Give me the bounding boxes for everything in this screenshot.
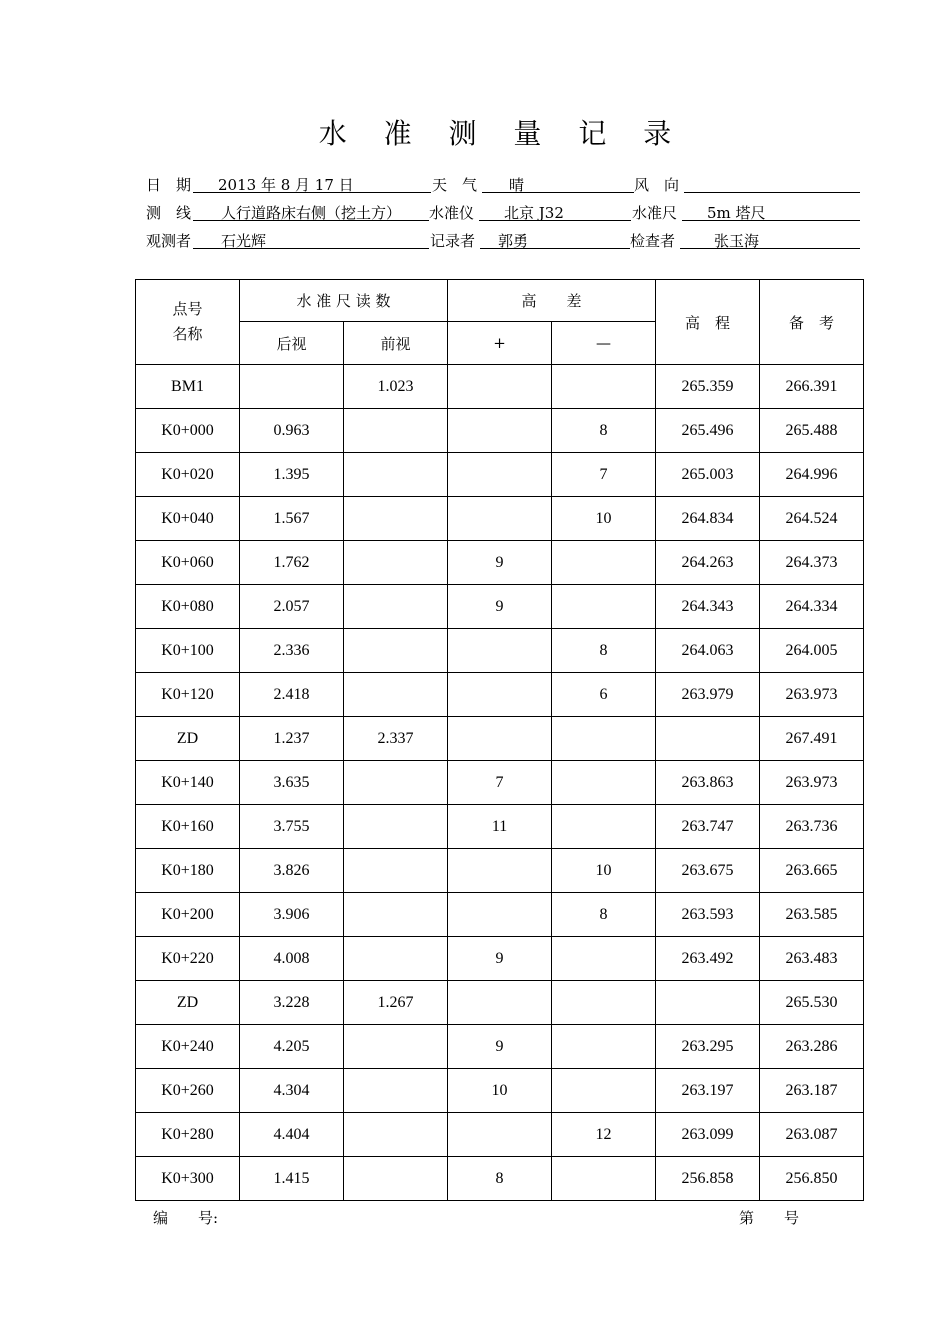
- cell-plus: 9: [448, 1025, 552, 1069]
- cell-minus: [552, 981, 656, 1025]
- cell-point: K0+040: [136, 497, 240, 541]
- cell-point: K0+300: [136, 1157, 240, 1201]
- cell-elevation: 263.979: [656, 673, 760, 717]
- cell-foresight: [344, 1113, 448, 1157]
- cell-point: K0+140: [136, 761, 240, 805]
- cell-minus: 7: [552, 453, 656, 497]
- table-row: [136, 585, 864, 629]
- header-plus: +: [448, 322, 552, 365]
- observer-field: 石光辉: [193, 230, 429, 249]
- table-row: [136, 761, 864, 805]
- cell-foresight: [344, 937, 448, 981]
- table-row: [136, 893, 864, 937]
- cell-foresight: [344, 541, 448, 585]
- cell-foresight: [344, 761, 448, 805]
- cell-elevation: 265.003: [656, 453, 760, 497]
- header-foresight: 前视: [344, 322, 448, 365]
- cell-point: K0+260: [136, 1069, 240, 1113]
- cell-minus: 6: [552, 673, 656, 717]
- cell-minus: [552, 805, 656, 849]
- cell-minus: [552, 365, 656, 409]
- cell-minus: 10: [552, 497, 656, 541]
- cell-minus: [552, 761, 656, 805]
- cell-backsight: 1.415: [240, 1157, 344, 1201]
- cell-backsight: 3.228: [240, 981, 344, 1025]
- table-row: [136, 541, 864, 585]
- cell-minus: [552, 1157, 656, 1201]
- cell-foresight: [344, 849, 448, 893]
- cell-plus: 7: [448, 761, 552, 805]
- level-instrument-label: 水准仪: [429, 204, 475, 222]
- cell-backsight: 3.906: [240, 893, 344, 937]
- weather-label: 天 气: [432, 176, 478, 194]
- cell-backsight: 1.237: [240, 717, 344, 761]
- cell-backsight: 4.008: [240, 937, 344, 981]
- cell-remark: 265.488: [760, 409, 864, 453]
- cell-point: K0+200: [136, 893, 240, 937]
- cell-foresight: [344, 1069, 448, 1113]
- wind-field: [684, 174, 860, 193]
- cell-foresight: [344, 893, 448, 937]
- cell-elevation: 264.343: [656, 585, 760, 629]
- cell-foresight: [344, 409, 448, 453]
- cell-point: K0+280: [136, 1113, 240, 1157]
- recorder-label: 记录者: [430, 232, 476, 250]
- cell-remark: 267.491: [760, 717, 864, 761]
- cell-backsight: 3.826: [240, 849, 344, 893]
- checker-field: 张玉海: [680, 230, 860, 249]
- cell-point: K0+160: [136, 805, 240, 849]
- cell-minus: 8: [552, 893, 656, 937]
- cell-elevation: 263.675: [656, 849, 760, 893]
- header-point-name: 点号 名称: [136, 280, 240, 365]
- cell-plus: [448, 629, 552, 673]
- cell-backsight: 1.567: [240, 497, 344, 541]
- weather-field: 晴: [482, 174, 634, 193]
- observer-label: 观测者: [146, 232, 192, 250]
- cell-foresight: [344, 1025, 448, 1069]
- cell-point: ZD: [136, 981, 240, 1025]
- table-row: [136, 717, 864, 761]
- cell-backsight: 3.635: [240, 761, 344, 805]
- cell-plus: [448, 893, 552, 937]
- cell-remark: 263.665: [760, 849, 864, 893]
- cell-elevation: 263.099: [656, 1113, 760, 1157]
- table-row: [136, 1157, 864, 1201]
- level-instrument-field: 北京 J32: [479, 202, 631, 221]
- cell-foresight: 1.023: [344, 365, 448, 409]
- cell-plus: [448, 849, 552, 893]
- cell-foresight: 1.267: [344, 981, 448, 1025]
- cell-remark: 264.373: [760, 541, 864, 585]
- cell-elevation: [656, 981, 760, 1025]
- cell-remark: 266.391: [760, 365, 864, 409]
- cell-foresight: [344, 497, 448, 541]
- cell-plus: 8: [448, 1157, 552, 1201]
- cell-plus: [448, 1113, 552, 1157]
- cell-elevation: 263.747: [656, 805, 760, 849]
- table-row: [136, 365, 864, 409]
- cell-remark: 263.087: [760, 1113, 864, 1157]
- cell-remark: 256.850: [760, 1157, 864, 1201]
- cell-elevation: 265.496: [656, 409, 760, 453]
- cell-backsight: 4.304: [240, 1069, 344, 1113]
- cell-point: K0+240: [136, 1025, 240, 1069]
- cell-plus: [448, 981, 552, 1025]
- cell-elevation: 263.197: [656, 1069, 760, 1113]
- footer-number-label: 编 号:: [153, 1209, 219, 1227]
- cell-backsight: 4.404: [240, 1113, 344, 1157]
- recorder-field: 郭勇: [480, 230, 630, 249]
- cell-elevation: 263.492: [656, 937, 760, 981]
- cell-remark: 263.585: [760, 893, 864, 937]
- cell-remark: 264.996: [760, 453, 864, 497]
- cell-elevation: 263.593: [656, 893, 760, 937]
- table-row: [136, 453, 864, 497]
- table-row: [136, 673, 864, 717]
- table-row: [136, 937, 864, 981]
- cell-elevation: 264.834: [656, 497, 760, 541]
- cell-foresight: 2.337: [344, 717, 448, 761]
- cell-remark: 265.530: [760, 981, 864, 1025]
- cell-backsight: 2.418: [240, 673, 344, 717]
- cell-foresight: [344, 453, 448, 497]
- cell-plus: 9: [448, 541, 552, 585]
- table-row: [136, 497, 864, 541]
- cell-minus: [552, 541, 656, 585]
- cell-backsight: [240, 365, 344, 409]
- cell-elevation: 263.295: [656, 1025, 760, 1069]
- cell-remark: 263.736: [760, 805, 864, 849]
- table-row: [136, 805, 864, 849]
- date-label: 日 期: [146, 176, 192, 194]
- table-row: [136, 1025, 864, 1069]
- cell-point: K0+000: [136, 409, 240, 453]
- cell-foresight: [344, 673, 448, 717]
- cell-plus: 10: [448, 1069, 552, 1113]
- table-row: [136, 409, 864, 453]
- cell-plus: [448, 497, 552, 541]
- cell-backsight: 0.963: [240, 409, 344, 453]
- cell-point: K0+060: [136, 541, 240, 585]
- cell-point: K0+120: [136, 673, 240, 717]
- date-field: 2013 年 8 月 17 日: [193, 174, 431, 193]
- cell-minus: [552, 937, 656, 981]
- cell-elevation: 264.063: [656, 629, 760, 673]
- cell-minus: [552, 717, 656, 761]
- cell-minus: [552, 1025, 656, 1069]
- cell-minus: 12: [552, 1113, 656, 1157]
- level-staff-field: 5m 塔尺: [682, 202, 860, 221]
- cell-point: BM1: [136, 365, 240, 409]
- cell-plus: [448, 717, 552, 761]
- header-backsight: 后视: [240, 322, 344, 365]
- wind-label: 风 向: [634, 176, 680, 194]
- cell-point: ZD: [136, 717, 240, 761]
- cell-plus: 11: [448, 805, 552, 849]
- cell-elevation: 256.858: [656, 1157, 760, 1201]
- table-row: [136, 849, 864, 893]
- cell-plus: [448, 453, 552, 497]
- cell-plus: 9: [448, 937, 552, 981]
- table-row: [136, 1069, 864, 1113]
- survey-line-label: 测 线: [146, 204, 192, 222]
- cell-foresight: [344, 1157, 448, 1201]
- page-title: 水 准 测 量 记 录: [318, 117, 686, 150]
- header-staff-readings: 水 准 尺 读 数: [240, 280, 448, 322]
- cell-plus: [448, 409, 552, 453]
- cell-remark: 263.973: [760, 673, 864, 717]
- header-height-difference: 高 差: [448, 280, 656, 322]
- cell-remark: 264.005: [760, 629, 864, 673]
- table-row: [136, 981, 864, 1025]
- cell-elevation: 265.359: [656, 365, 760, 409]
- cell-elevation: 264.263: [656, 541, 760, 585]
- cell-minus: [552, 1069, 656, 1113]
- cell-remark: 263.286: [760, 1025, 864, 1069]
- cell-minus: 10: [552, 849, 656, 893]
- survey-line-field: 人行道路床右侧（挖土方）: [193, 202, 429, 221]
- cell-minus: 8: [552, 409, 656, 453]
- cell-backsight: 3.755: [240, 805, 344, 849]
- leveling-record-table: [135, 279, 864, 1201]
- cell-minus: [552, 585, 656, 629]
- cell-point: K0+220: [136, 937, 240, 981]
- cell-point: K0+080: [136, 585, 240, 629]
- cell-foresight: [344, 585, 448, 629]
- cell-foresight: [344, 805, 448, 849]
- cell-elevation: [656, 717, 760, 761]
- header-elevation: 高 程: [656, 280, 760, 365]
- cell-backsight: 4.205: [240, 1025, 344, 1069]
- cell-backsight: 1.395: [240, 453, 344, 497]
- level-staff-label: 水准尺: [632, 204, 678, 222]
- cell-minus: 8: [552, 629, 656, 673]
- header-minus: —: [552, 322, 656, 365]
- cell-point: K0+020: [136, 453, 240, 497]
- cell-backsight: 2.057: [240, 585, 344, 629]
- cell-foresight: [344, 629, 448, 673]
- cell-plus: 9: [448, 585, 552, 629]
- cell-backsight: 1.762: [240, 541, 344, 585]
- header-remarks: 备 考: [760, 280, 864, 365]
- cell-remark: 263.973: [760, 761, 864, 805]
- table-row: [136, 1113, 864, 1157]
- cell-plus: [448, 673, 552, 717]
- table-body: [136, 365, 864, 1201]
- cell-remark: 263.483: [760, 937, 864, 981]
- cell-point: K0+180: [136, 849, 240, 893]
- cell-remark: 264.524: [760, 497, 864, 541]
- cell-backsight: 2.336: [240, 629, 344, 673]
- cell-plus: [448, 365, 552, 409]
- cell-point: K0+100: [136, 629, 240, 673]
- cell-remark: 264.334: [760, 585, 864, 629]
- cell-remark: 263.187: [760, 1069, 864, 1113]
- checker-label: 检查者: [630, 232, 676, 250]
- table-row: [136, 629, 864, 673]
- cell-elevation: 263.863: [656, 761, 760, 805]
- footer-page-label: 第 号: [739, 1209, 800, 1227]
